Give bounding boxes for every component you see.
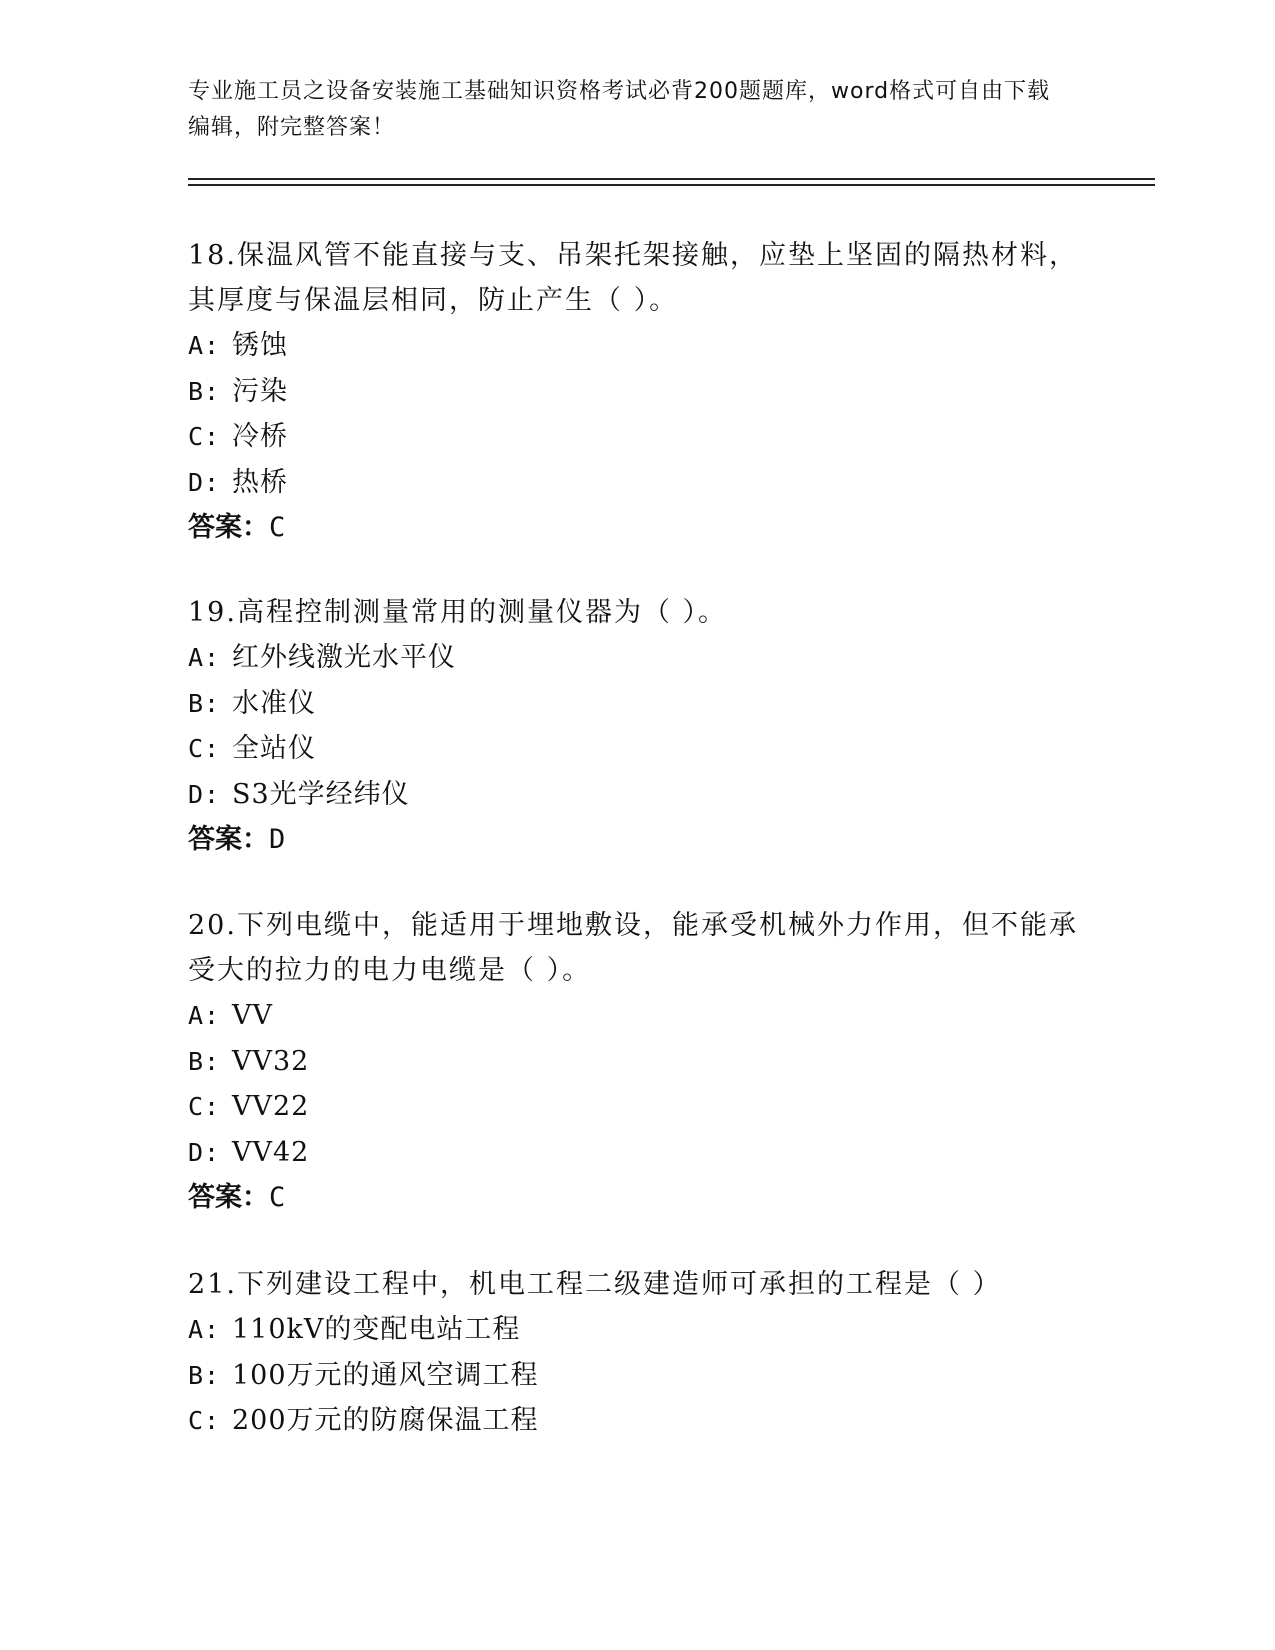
option-letter: A: — [188, 1001, 221, 1030]
question-20 — [188, 903, 1088, 1221]
header-divider-top — [188, 178, 1155, 180]
option-letter: C: — [188, 1406, 221, 1435]
option-text: VV32 — [232, 1045, 310, 1077]
answer-value: C — [269, 1182, 286, 1213]
option-text: 水准仪 — [232, 687, 316, 719]
question-text: 19.高程控制测量常用的测量仪器为（ ）。 — [188, 597, 728, 628]
option-text: 锈蚀 — [232, 330, 288, 361]
option-text: VV22 — [232, 1091, 310, 1122]
option-letter: D: — [188, 779, 221, 809]
answer-line — [188, 817, 1088, 863]
option-a — [188, 635, 1088, 681]
option-a — [188, 323, 1088, 369]
option-text: VV42 — [232, 1136, 310, 1168]
option-d — [188, 772, 1088, 818]
answer-value: C — [269, 512, 286, 543]
option-text: 红外线激光水平仪 — [232, 642, 456, 673]
option-text: 污染 — [232, 375, 288, 407]
option-d — [188, 460, 1088, 506]
question-19 — [188, 590, 1088, 863]
answer-value: D — [269, 824, 286, 855]
option-text: S3光学经纬仪 — [232, 778, 410, 810]
option-c — [188, 726, 1088, 772]
option-letter: A: — [188, 1315, 221, 1344]
option-letter: A: — [188, 331, 221, 360]
option-text: VV — [232, 1000, 273, 1031]
question-18 — [188, 233, 1088, 551]
option-letter: B: — [188, 376, 221, 406]
option-text: 110kV的变配电站工程 — [232, 1314, 521, 1345]
question-text: 21.下列建设工程中，机电工程二级建造师可承担的工程是（ ） — [188, 1269, 1002, 1300]
option-d — [188, 1130, 1088, 1176]
answer-label: 答案： — [188, 1182, 269, 1213]
option-c — [188, 414, 1088, 460]
option-text: 200万元的防腐保温工程 — [232, 1405, 539, 1436]
option-letter: C: — [188, 422, 221, 451]
option-text: 热桥 — [232, 466, 288, 498]
option-text: 冷桥 — [232, 421, 288, 452]
answer-label: 答案： — [188, 824, 269, 855]
answer-line — [188, 505, 1088, 551]
option-letter: C: — [188, 734, 221, 763]
option-letter: B: — [188, 1046, 221, 1076]
option-b — [188, 369, 1088, 415]
option-letter: B: — [188, 1360, 221, 1390]
header-divider-bottom — [188, 184, 1155, 186]
option-text: 100万元的通风空调工程 — [232, 1359, 539, 1391]
document-header: 专业施工员之设备安装施工基础知识资格考试必背200题题库，word格式可自由下载编辑，附完整答案！ — [188, 79, 1051, 140]
option-letter: D: — [188, 1137, 221, 1167]
option-a — [188, 1307, 1088, 1353]
option-letter: C: — [188, 1092, 221, 1121]
question-21 — [188, 1262, 1088, 1444]
option-text: 全站仪 — [232, 733, 316, 764]
answer-line — [188, 1175, 1088, 1221]
option-c — [188, 1084, 1088, 1130]
option-letter: D: — [188, 467, 221, 497]
option-a — [188, 993, 1088, 1039]
option-b — [188, 1353, 1088, 1399]
question-text: 18.保温风管不能直接与支、吊架托架接触，应垫上坚固的隔热材料，其厚度与保温层相同，防止产生（ ）。 — [188, 240, 1078, 316]
answer-label: 答案： — [188, 512, 269, 543]
option-letter: B: — [188, 688, 221, 718]
option-b — [188, 1039, 1088, 1085]
option-letter: A: — [188, 643, 221, 672]
option-c — [188, 1398, 1088, 1444]
option-b — [188, 681, 1088, 727]
question-text: 20.下列电缆中，能适用于埋地敷设，能承受机械外力作用，但不能承受大的拉力的电力电缆是（ ）。 — [188, 910, 1078, 986]
